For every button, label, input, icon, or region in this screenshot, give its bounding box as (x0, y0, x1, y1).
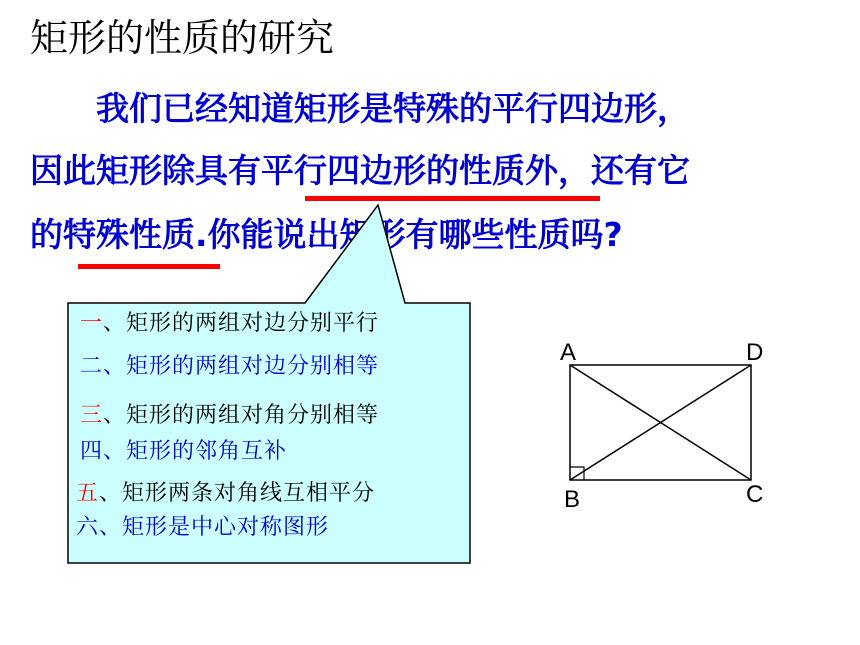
property-separator: 、 (103, 403, 127, 428)
property-number: 一 (80, 311, 104, 336)
property-text: 矩形是中心对称图形 (122, 515, 330, 540)
property-text: 矩形的邻角互补 (126, 439, 288, 464)
paragraph-line-3-a: 的 (30, 215, 63, 254)
highlighted-phrase-special: 特殊性质 (63, 215, 195, 254)
page-title: 矩形的性质的研究 (30, 16, 335, 60)
paragraph-line-3-c: .你能说出矩形有哪些性质吗? (195, 215, 623, 254)
property-separator: 、 (103, 439, 127, 464)
property-number: 三 (80, 403, 104, 428)
paragraph-line-2-c: 外，还有它 (525, 151, 690, 190)
property-text: 矩形的两组对角分别相等 (126, 403, 380, 428)
property-number: 二 (80, 354, 104, 379)
highlighted-phrase-parallelogram: 平行四边形的性质 (261, 151, 525, 190)
property-separator: 、 (103, 354, 127, 379)
property-text: 矩形的两组对边分别相等 (126, 354, 380, 379)
vertex-label-d: D (746, 339, 764, 366)
property-number: 六 (76, 515, 100, 540)
property-text: 矩形的两组对边分别平行 (126, 311, 380, 336)
paragraph-line-1-text: 我们已经知道矩形是特殊的平行四边形， (96, 89, 690, 128)
vertex-label-c: C (746, 481, 764, 508)
property-number: 五 (76, 481, 100, 506)
property-separator: 、 (99, 481, 123, 506)
property-number: 四 (80, 439, 104, 464)
paragraph-line-2-a: 因此矩形除具有 (30, 151, 261, 190)
vertex-label-a: A (560, 339, 577, 366)
property-separator: 、 (99, 515, 123, 540)
vertex-label-b: B (564, 486, 581, 513)
property-separator: 、 (103, 311, 127, 336)
property-text: 矩形两条对角线互相平分 (122, 481, 376, 506)
